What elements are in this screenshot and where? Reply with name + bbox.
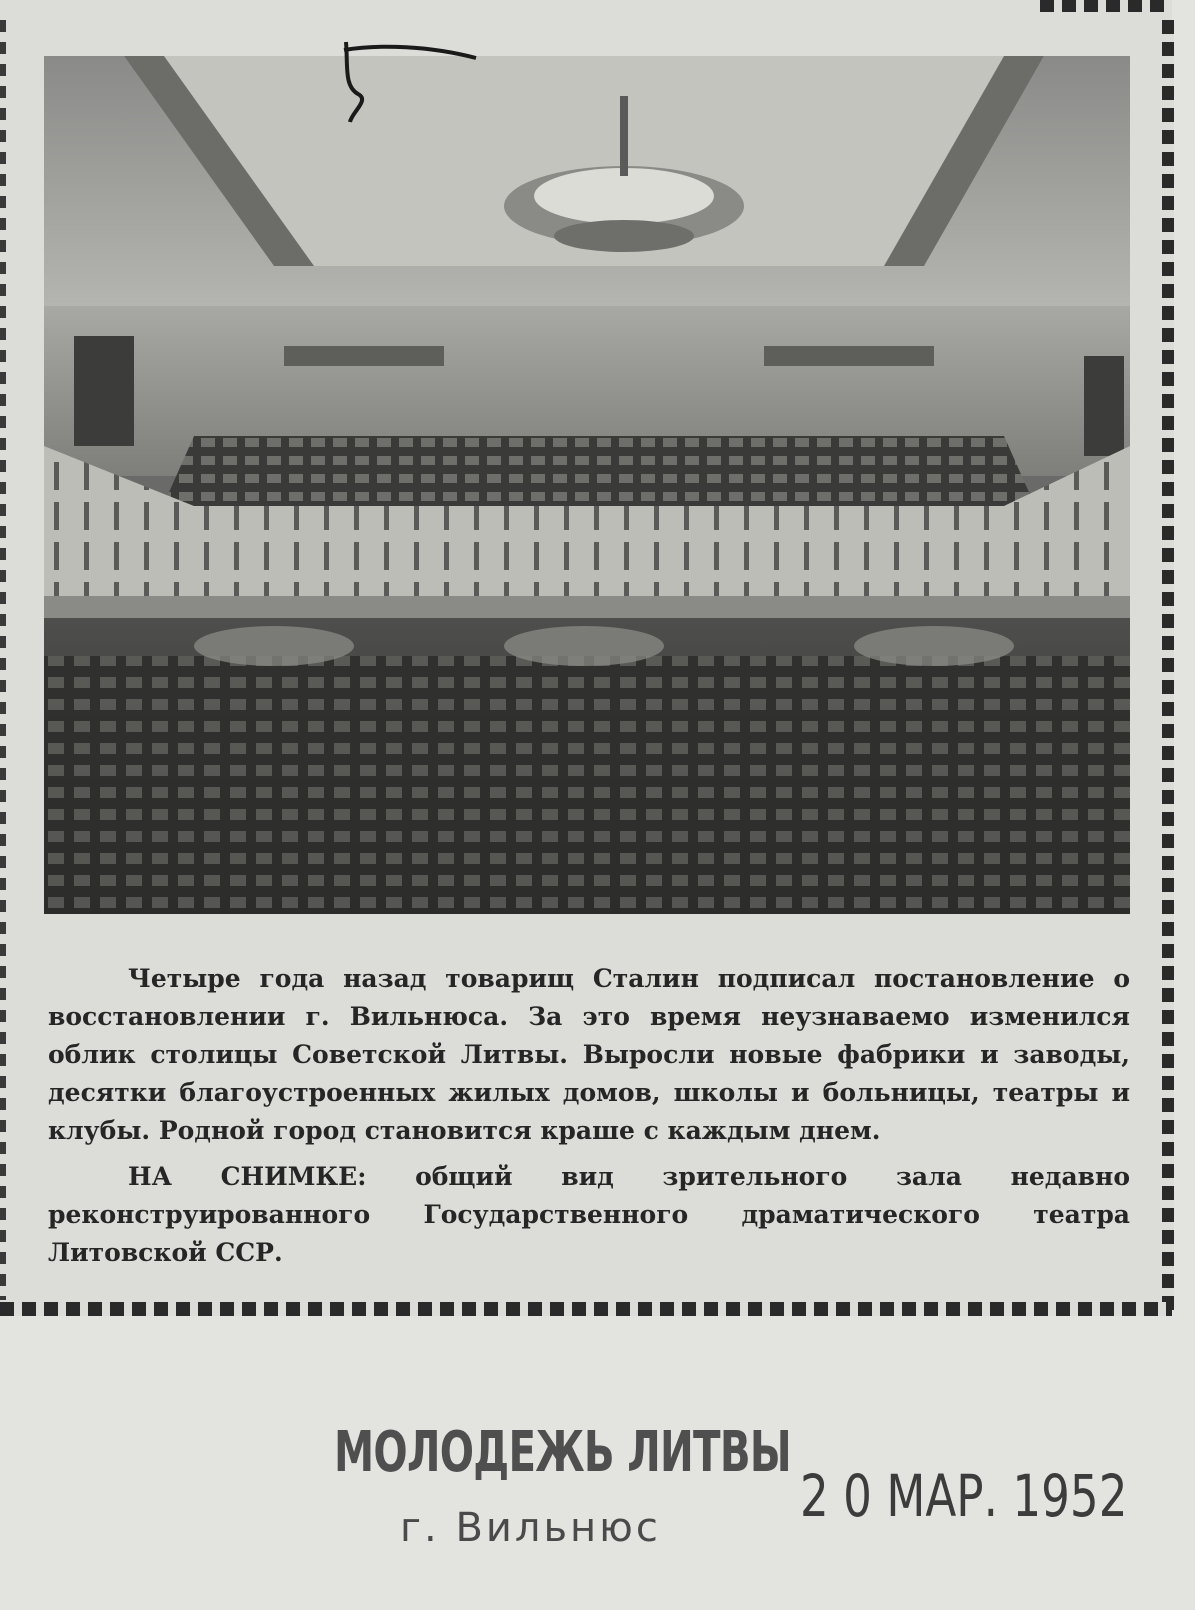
city-stamp: г. Вильнюс [400, 1505, 661, 1551]
dashed-border-right [1162, 20, 1174, 1310]
dashed-border-top [1040, 0, 1172, 12]
caption-paragraph-1: Четыре года назад товарищ Сталин подписал постановление о восстановлении г. Вильнюса. За это время неузнаваемо изменился облик столицы Советской Литвы. Выросли новые фабрики и заводы, десятки благоустроенных жилых домов, школы и больницы, театры и клубы. Родной город становится краше с каждым днем. [48, 964, 1130, 1145]
theatre-hall-photo [44, 56, 1130, 914]
date-stamp: 2 0 МАР. 1952 [800, 1462, 1128, 1530]
newspaper-name-stamp: МОЛОДЕЖЬ ЛИТВЫ [334, 1420, 791, 1485]
dashed-border-left [0, 20, 6, 1300]
caption-paragraph-2: НА СНИМКЕ: общий вид зрительного зала недавно реконструированного Государственного драматического театра Литовской ССР. [48, 1162, 1130, 1267]
pen-mark [340, 36, 480, 126]
photo-caption [48, 960, 1130, 1272]
dashed-border-bottom [0, 1302, 1172, 1316]
